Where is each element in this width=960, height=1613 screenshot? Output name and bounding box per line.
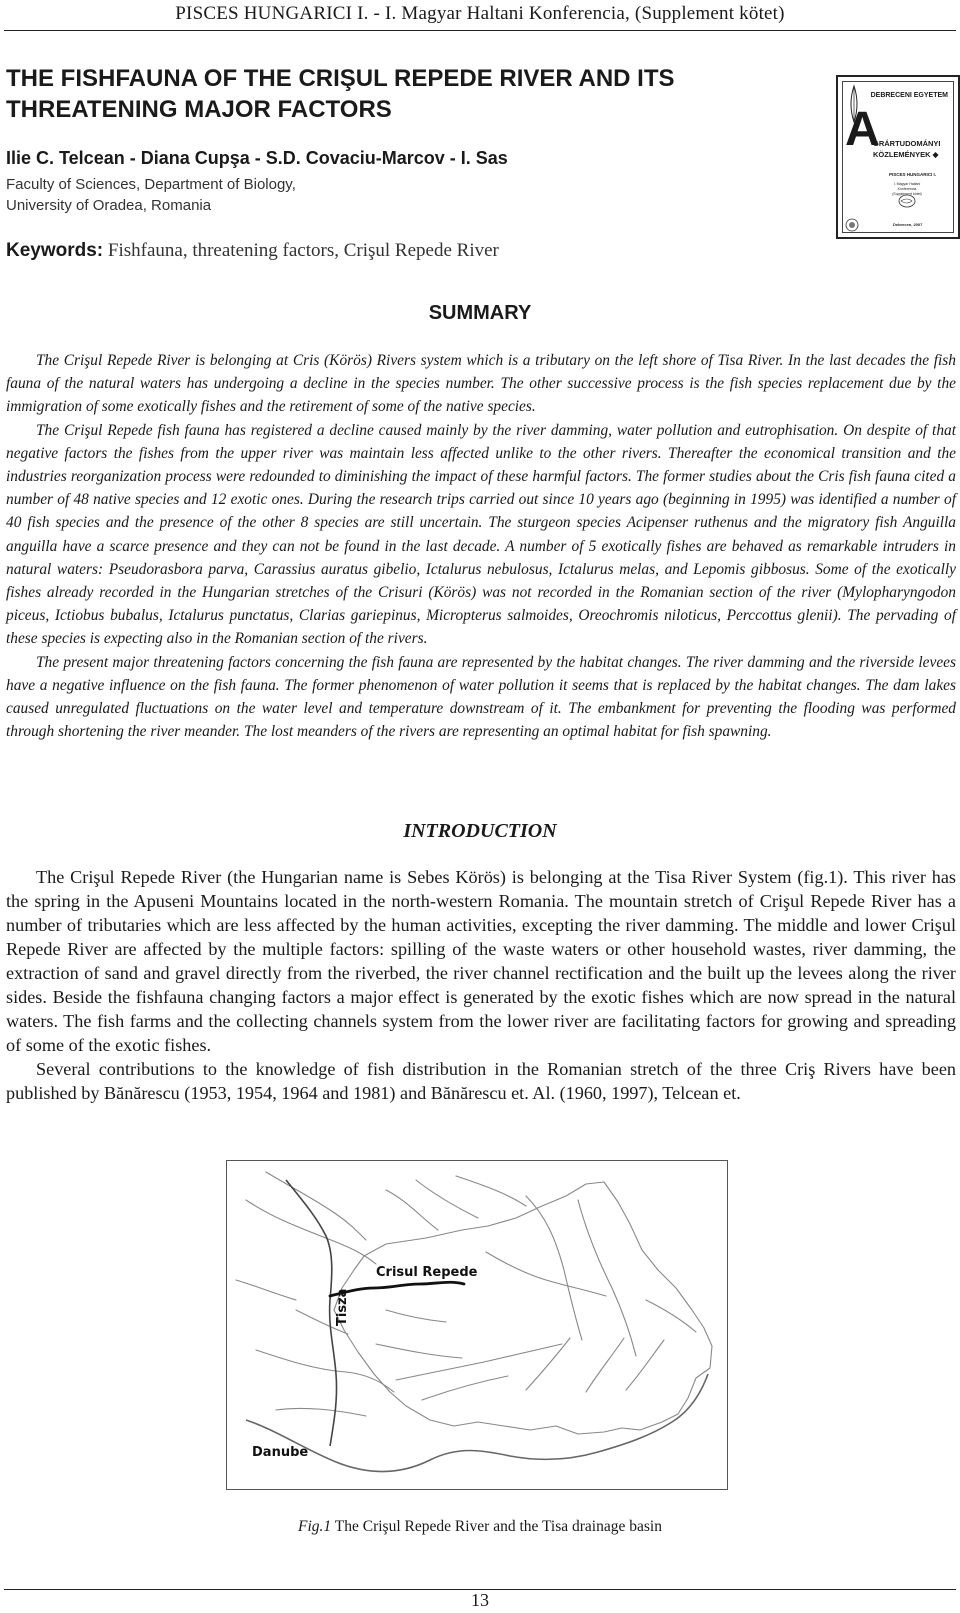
paper-title: THE FISHFAUNA OF THE CRIŞUL REPEDE RIVER AND ITS THREATENING MAJOR FACTORS [6, 65, 675, 123]
cover-place-year: Debrecen, 2007 [893, 222, 923, 227]
fish-emblem-icon [897, 194, 917, 208]
cover-journal-line-2-text: KÖZLEMÉNYEK [873, 150, 931, 159]
affiliation-line-1: Faculty of Sciences, Department of Biology, [6, 176, 296, 193]
summary-paragraph: The present major threatening factors concerning the fish fauna are represented by the habitat changes. The river damming and the riverside levees have a negative influence on the fish fauna. The former phenomenon of water pollution it seems that is replaced by the habitat changes. The dam lakes caused unregulated fluctuations on the water level and temperature downstream of it. The embankment for preventing the flooding was performed through shortening the river meander. The lost meanders of the rivers are representing an optimal habitat for fish spawning. [6, 653, 956, 741]
keywords-label: Keywords: [6, 240, 104, 261]
summary-paragraph: The Crişul Repede fish fauna has registered a decline caused mainly by the river damming, water pollution and eutrophisation. On despite of that negative factors the fishes from the upper river was maintain less affected unlike to the other rivers. Thereafter the economical transition and the industries reorganization process were redounded to diminishing the impact of these harmful factors. The former studies about the Cris fish fauna cited a number of 48 native species and 12 exotic ones. During the research trips carried out since 10 years ago (beginning in 1995) was identified a number of 40 fish species and the presence of the other 8 species are still uncertain. The sturgeon species Acipenser ruthenus and the migratory fish Anguilla anguilla have a scarce presence and they can not be found in the last decade. A number of 5 exotically fishes are behaved as remarkable intruders in natural waters: Pseudorasbora parva, Carassius auratus gibelio, Ictalurus nebulosus, Ictalurus melas, and Lepomis gibbosus. Some of the exotically fishes already recorded in the Hungarian stretches of the Crisuri (Körös) was not recorded in the Romanian section of the river (Mylopharyngodon piceus, Ictiobus bubalus, Ictalurus punctatus, Clarias gariepinus, Micropterus salmoides, Oreochromis niloticus, Perccottus glenii). The pervading of these species is expecting also in the Romanian section of the rivers. [6, 421, 956, 648]
summary-paragraph: The Crişul Repede River is belonging at Cris (Körös) Rivers system which is a tributary on the left shore of Tisa River. In the last decades the fish fauna of the natural waters has undergoing a decline in the species number. The other successive process is the fish species replacement due by the immigration of some exotically fishes and the retirement of some of the native species. [6, 352, 956, 416]
map-label-crisul: Crisul Repede [376, 1265, 478, 1280]
introduction-body [6, 865, 956, 1105]
figure-caption [0, 1518, 960, 1536]
journal-cover-image [836, 75, 960, 239]
header-rule [4, 30, 956, 31]
intro-paragraph: The Crişul Repede River (the Hungarian name is Sebes Körös) is belonging at the Tisa River System (fig.1). This river has the spring in the Apuseni Mountains located in the north-western Romania. The mountain stretch of Crişul Repede River has a number of tributaries which are less affected by the human activities, excepting the river damming. The middle and lower Crişul Repede River are affected by the multiple factors: spilling of the waste waters or other household wastes, river damming, the extraction of sand and gravel directly from the riverbed, the river channel rectification and the built up the levees along the river sides. Beside the fishfauna changing factors a major effect is generated by the exotic fishes which are now spread in the natural waters. The fish farms and the collecting channels system from the lower river are facilitating factors for growing and spreading of some of the exotic fishes. [6, 867, 956, 1055]
map-label-tisza: Tisza [335, 1288, 350, 1326]
cover-big-letter: A [845, 103, 880, 156]
cover-journal-line-1: GRÁRTUDOMÁNYI [873, 139, 941, 148]
keywords-text: Fishfauna, threatening factors, Crişul Repede River [107, 240, 499, 261]
cover-frame [842, 81, 954, 233]
authors: Ilie C. Telcean - Diana Cupşa - S.D. Covaciu-Marcov - I. Sas [6, 148, 508, 168]
cover-journal-title [873, 138, 941, 160]
cover-university: DEBRECENI EGYETEM [870, 92, 948, 99]
river-map-figure [226, 1160, 728, 1490]
caption-text: The Crişul Repede River and the Tisa drainage basin [331, 1518, 662, 1535]
introduction-heading: INTRODUCTION [403, 820, 557, 842]
summary-heading: SUMMARY [428, 302, 532, 324]
affiliation-line-2: University of Oradea, Romania [6, 197, 212, 214]
summary-body [6, 349, 956, 743]
keywords [6, 240, 499, 262]
cover-journal-line-2 [873, 149, 941, 160]
affiliation [6, 174, 296, 216]
diamond-icon: ◆ [932, 150, 939, 159]
intro-paragraph: Several contributions to the knowledge of fish distribution in the Romanian stretch of the three Criş Rivers have been published by Bănărescu (1953, 1954, 1964 and 1981) and Bănărescu et. Al. (1960, 1997), Telcean et. [6, 1059, 956, 1103]
cover-subtitle-1: I. Magyar Haltani Konferencia [893, 182, 921, 191]
seal-icon [845, 218, 859, 232]
river-map [226, 1160, 728, 1490]
cover-subtitle-2: (Supplement kötet) [892, 192, 922, 196]
caption-label: Fig.1 [298, 1518, 332, 1535]
cover-series: PISCES HUNGARICI I. [889, 172, 937, 177]
running-head: PISCES HUNGARICI I. - I. Magyar Haltani Konferencia, (Supplement kötet) [175, 3, 785, 24]
page-number: 13 [471, 1590, 489, 1610]
map-label-danube: Danube [252, 1445, 309, 1460]
